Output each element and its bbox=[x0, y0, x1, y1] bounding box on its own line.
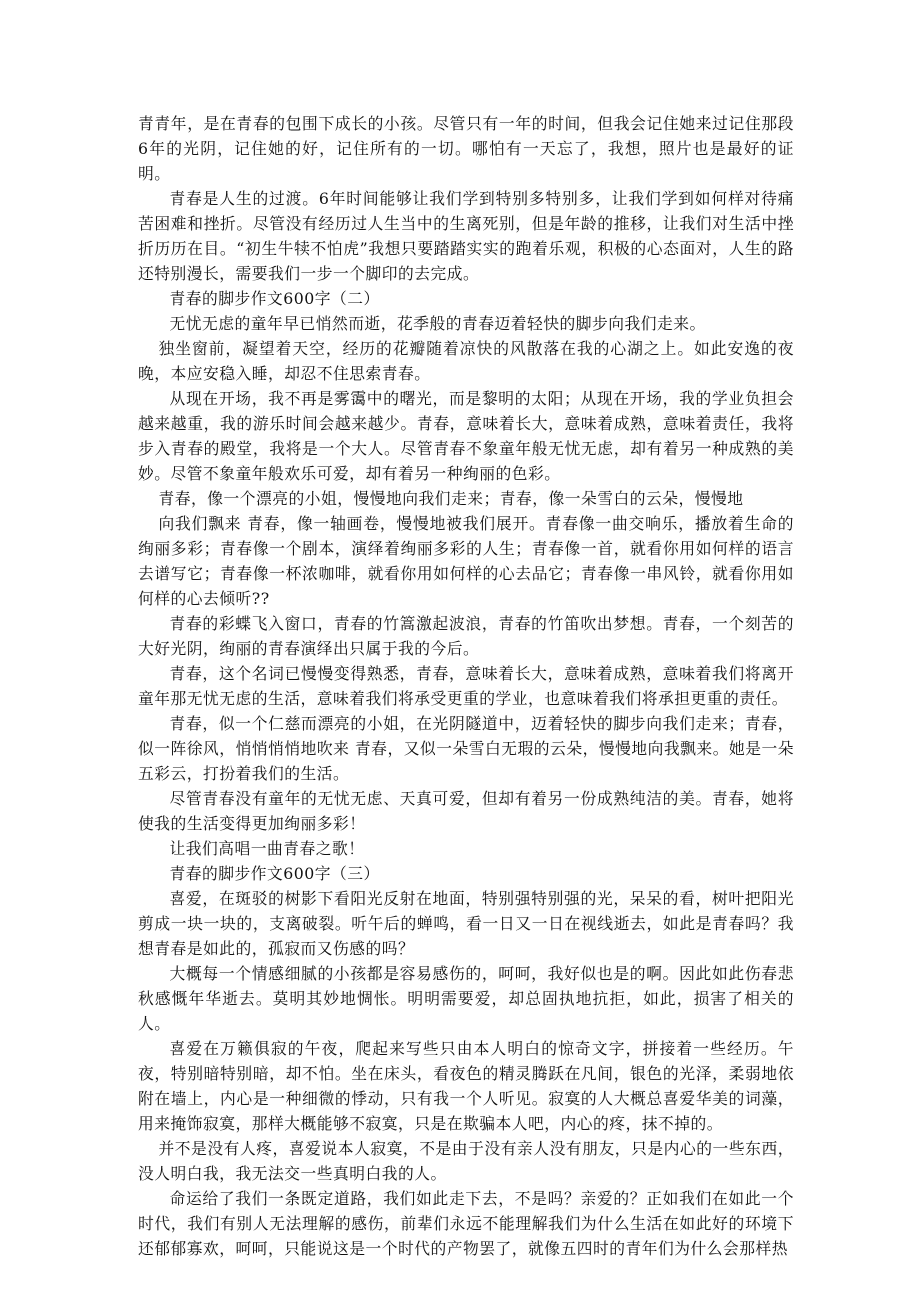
paragraph: 青春是人生的过渡。6年时间能够让我们学到特别多特别多，让我们学到如何样对待痛苦困难和挫折。尽管没有经历过人生当中的生离死别，但是年龄的推移，让我们对生活中挫折历历在目。“初生牛犊不怕虎”我想只要踏踏实实的跑着乐观，积极的心态面对，人生的路还特别漫长，需要我们一步一个脚印的去完成。 bbox=[138, 189, 794, 283]
paragraph: 向我们飘来 青春，像一轴画卷，慢慢地被我们展开。青春像一曲交响乐，播放着生命的绚丽多彩；青春像一个剧本，演绎着绚丽多彩的人生；青春像一首，就看你用如何样的语言去谱写它；青春像一杯浓咖啡，就看你用如何样的心去品它；青春像一串风铃，就看你用如何样的心去倾听?? bbox=[138, 514, 794, 608]
paragraph: 无忧无虑的童年早已悄然而逝，花季般的青春迈着轻快的脚步向我们走来。 bbox=[169, 314, 706, 333]
paragraph: 并不是没有人疼，喜爱说本人寂寞，不是由于没有亲人没有朋友，只是内心的一些东西，没人明白我，我无法交一些真明白我的人。 bbox=[138, 1139, 794, 1183]
paragraph: 青春的彩蝶飞入窗口，青春的竹篙激起波浪，青春的竹笛吹出梦想。青春，一个刻苦的大好光阴，绚丽的青春演绎出只属于我的今后。 bbox=[138, 614, 794, 658]
paragraph: 青春，这个名词已慢慢变得熟悉，青春，意味着长大，意味着成熟，意味着我们将离开童年那无忧无虑的生活，意味着我们将承受更重的学业，也意味着我们将承担更重的责任。 bbox=[138, 664, 794, 708]
paragraph: 让我们高唱一曲青春之歌！ bbox=[169, 839, 365, 858]
paragraph: 命运给了我们一条既定道路，我们如此走下去，不是吗？亲爱的？正如我们在如此一个时代，我们有别人无法理解的感伤，前辈们永远不能理解我们为什么生活在如此好的环境下还郁郁寡欢，呵呵，只能说这是一个时代的产物罢了，就像五四时的青年们为什么会那样热 bbox=[138, 1189, 794, 1258]
paragraph: 从现在开场，我不再是雾霭中的曙光，而是黎明的太阳；从现在开场，我的学业负担会越来越重，我的游乐时间会越来越少。青春，意味着长大，意味着成熟，意味着责任，我将步入青春的殿堂，我将是一个大人。尽管青春不象童年般无忧无虑，却有着另一种成熟的美妙。尽管不象童年般欢乐可爱，却有着另一种绚丽的色彩。 bbox=[138, 389, 794, 483]
paragraph: 青春，似一个仁慈而漂亮的小姐，在光阴隧道中，迈着轻快的脚步向我们走来；青春，似一阵徐风，悄悄悄悄地吹来 青春，又似一朵雪白无瑕的云朵，慢慢地向我飘来。她是一朵五彩云，打扮着我们的生活。 bbox=[138, 714, 794, 783]
section-heading: 青春的脚步作文600字（二） bbox=[169, 289, 380, 308]
document-body bbox=[138, 111, 794, 1261]
paragraph: 喜爱，在斑驳的树影下看阳光反射在地面，特别强特别强的光，呆呆的看，树叶把阳光剪成一块一块的，支离破裂。听午后的蝉鸣，看一日又一日在视线逝去，如此是青春吗？我想青春是如此的，孤寂而又伤感的吗？ bbox=[138, 889, 794, 958]
paragraph: 大概每一个情感细腻的小孩都是容易感伤的，呵呵，我好似也是的啊。因此如此伤春悲秋感慨年华逝去。莫明其妙地惆怅。明明需要爱，却总固执地抗拒，如此，损害了相关的人。 bbox=[138, 964, 794, 1033]
paragraph: 尽管青春没有童年的无忧无虑、天真可爱，但却有着另一份成熟纯洁的美。青春，她将使我的生活变得更加绚丽多彩！ bbox=[138, 789, 794, 833]
section-heading: 青春的脚步作文600字（三） bbox=[169, 864, 380, 883]
paragraph: 喜爱在万籁俱寂的午夜，爬起来写些只由本人明白的惊奇文字，拼接着一些经历。午夜，特别暗特别暗，却不怕。坐在床头，看夜色的精灵腾跃在凡间，银色的光泽，柔弱地依附在墙上，内心是一种细微的悸动，只有我一个人听见。寂寞的人大概总喜爱华美的词藻，用来掩饰寂寞，那样大概能够不寂寞，只是在欺骗本人吧，内心的疼，抹不掉的。 bbox=[138, 1039, 794, 1133]
paragraph: 青春，像一个漂亮的小姐，慢慢地向我们走来；青春，像一朵雪白的云朵，慢慢地 bbox=[158, 489, 744, 508]
paragraph: 青青年，是在青春的包围下成长的小孩。尽管只有一年的时间，但我会记住她来过记住那段6年的光阴，记住她的好，记住所有的一切。哪怕有一天忘了，我想，照片也是最好的证明。 bbox=[138, 114, 794, 183]
paragraph: 独坐窗前，凝望着天空，经历的花瓣随着凉快的风散落在我的心湖之上。如此安逸的夜晚，本应安稳入睡，却忍不住思索青春。 bbox=[138, 339, 794, 383]
